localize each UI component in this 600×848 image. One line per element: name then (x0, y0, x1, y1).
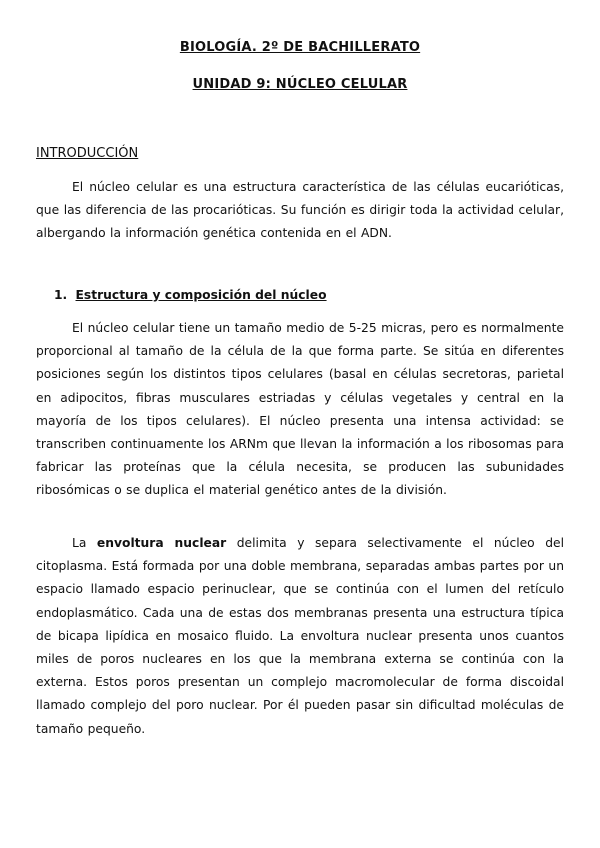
section-title: Estructura y composición del núcleo (75, 288, 327, 302)
section-paragraph-1: El núcleo celular tiene un tamaño medio de 5-25 micras, pero es normalmente proporcional al tamaño de la célula de la que forma parte. Se sitúa en diferentes posiciones según los distintos tipos celulares (basal en células secretoras, parietal en adipocitos, fibras musculares estriadas y células vegetales y central en la mayoría de los tipos celulares). El núcleo presenta una intensa actividad: se transcriben continuamente los ARNm que llevan la información a los ribosomas para fabricar las proteínas que la célula necesita, se producen las subunidades ribosómicas o se duplica el material genético antes de la división. (36, 321, 564, 498)
intro-heading: INTRODUCCIÓN (36, 146, 139, 161)
section-paragraph-2 (36, 532, 564, 741)
unit-title: UNIDAD 9: NÚCLEO CELULAR (192, 77, 408, 92)
paragraph-2-start: La (72, 536, 97, 550)
paragraph-2-rest: delimita y separa selectivamente el núcleo del citoplasma. Está formada por una doble membrana, separadas ambas partes por un espacio llamado espacio perinuclear, que se continúa con el lumen del retículo endoplasmático. Cada una de estas dos membranas presenta una estructura típica de bicapa lipídica en mosaico fluido. La envoltura nuclear presenta unos cuantos miles de poros nucleares en los que la membrana externa se continúa con la externa. Estos poros presentan un complejo macromolecular de forma discoidal llamado complejo del poro nuclear. Por él pueden pasar sin dificultad moléculas de tamaño pequeño. (36, 536, 564, 736)
term-envoltura-nuclear: envoltura nuclear (96, 536, 227, 550)
section-number: 1. (54, 288, 68, 302)
document-title: BIOLOGÍA. 2º DE BACHILLERATO (179, 40, 421, 55)
section-heading (54, 288, 327, 302)
intro-paragraph: El núcleo celular es una estructura característica de las células eucarióticas, que las diferencia de las procarióticas. Su función es dirigir toda la actividad celular, albergando la información genética contenida en el ADN. (36, 180, 564, 241)
